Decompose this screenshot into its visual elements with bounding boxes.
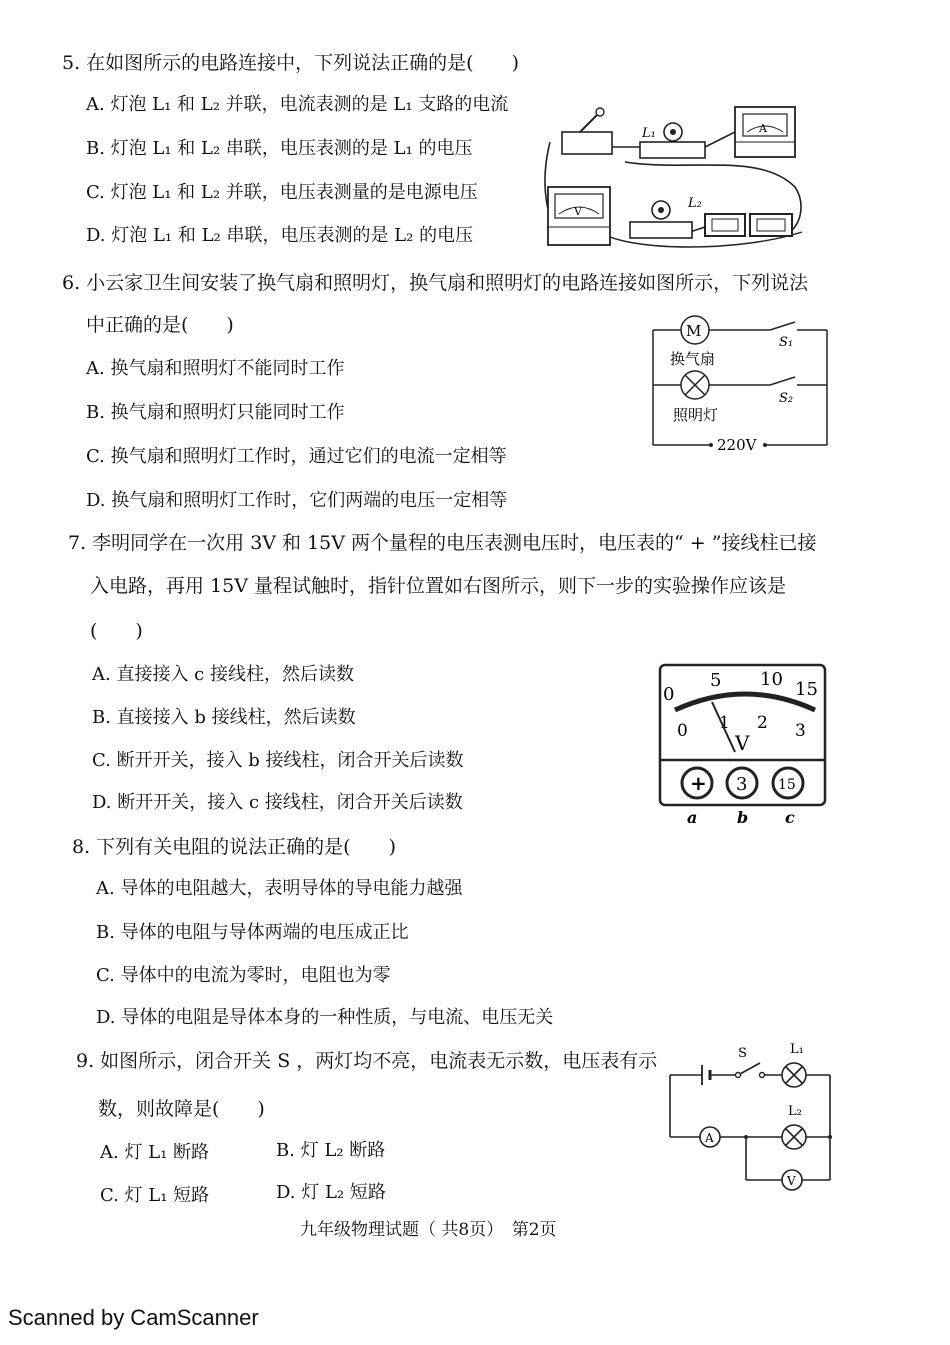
q9-circuit-figure (660, 1035, 840, 1195)
q7-option-d: D. 断开开关，接入 c 接线柱，闭合开关后读数 (92, 792, 463, 813)
q5-circuit-figure (540, 92, 810, 262)
q7-upper-scale-15: 15 (795, 679, 818, 700)
q7-stem-line1: 7. 李明同学在一次用 3V 和 15V 两个量程的电压表测电压时，电压表的“ + ”接线柱已接 (68, 532, 817, 554)
q5-option-b: B. 灯泡 L₁ 和 L₂ 串联，电压表测的是 L₁ 的电压 (86, 138, 473, 159)
q6-circuit-figure (645, 310, 835, 460)
q9-stem-line1: 9. 如图所示，闭合开关 S ，两灯均不亮，电流表无示数，电压表有示 (76, 1050, 658, 1072)
q7-upper-scale-5: 5 (710, 670, 722, 691)
q8-option-b: B. 导体的电阻与导体两端的电压成正比 (96, 922, 409, 943)
q7-option-c: C. 断开开关，接入 b 接线柱，闭合开关后读数 (92, 750, 464, 771)
q5-l2-label: L₂ (688, 196, 702, 211)
q6-motor-label: M (686, 322, 702, 340)
q7-option-b: B. 直接接入 b 接线柱，然后读数 (92, 707, 356, 728)
q9-option-b: B. 灯 L₂ 断路 (276, 1140, 386, 1161)
q6-fan-label: 换气扇 (670, 350, 716, 368)
page-footer: 九年级物理试题（ 共8页） 第2页 (300, 1220, 557, 1240)
q6-option-b: B. 换气扇和照明灯只能同时工作 (86, 402, 345, 423)
q6-option-d: D. 换气扇和照明灯工作时，它们两端的电压一定相等 (86, 490, 508, 511)
q6-stem-line2: 中正确的是( ) (86, 314, 234, 336)
q7-terminal-a-label: + (690, 771, 707, 795)
q7-lower-scale-2: 2 (757, 713, 768, 733)
q8-option-a: A. 导体的电阻越大，表明导体的导电能力越强 (96, 878, 463, 899)
q7-upper-scale-10: 10 (760, 669, 783, 690)
q7-upper-scale-0: 0 (663, 684, 675, 705)
q9-option-d: D. 灯 L₂ 短路 (276, 1182, 386, 1203)
q7-option-a: A. 直接接入 c 接线柱，然后读数 (92, 664, 354, 685)
q9-ammeter-label: A (705, 1131, 714, 1145)
q6-option-a: A. 换气扇和照明灯不能同时工作 (86, 358, 345, 379)
q9-option-c: C. 灯 L₁ 短路 (100, 1185, 210, 1206)
q6-s2-label: S₂ (779, 391, 794, 406)
q7-stem-line2: 入电路，再用 15V 量程试触时，指针位置如右图所示，则下一步的实验操作应该是 (90, 575, 786, 597)
q9-l2-label: L₂ (788, 1104, 802, 1119)
q5-ammeter-label: A (759, 122, 767, 135)
q8-option-c: C. 导体中的电流为零时，电阻也为零 (96, 965, 391, 986)
q5-option-c: C. 灯泡 L₁ 和 L₂ 并联，电压表测量的是电源电压 (86, 182, 478, 203)
q5-option-d: D. 灯泡 L₁ 和 L₂ 串联，电压表测的是 L₂ 的电压 (86, 225, 474, 246)
q5-l1-label: L₁ (642, 126, 656, 141)
q5-voltmeter-label: V (574, 205, 582, 218)
q7-voltmeter-figure (655, 660, 835, 830)
q7-lower-scale-1: 1 (719, 713, 730, 733)
q7-letter-a: a (687, 808, 698, 827)
q6-lamp-label: 照明灯 (673, 406, 719, 424)
q7-stem-line3: ( ) (90, 620, 143, 642)
q9-voltmeter-label: V (787, 1174, 796, 1188)
q9-switch-label: S (738, 1046, 747, 1061)
scanner-watermark: Scanned by CamScanner (8, 1305, 259, 1330)
q7-terminal-b-label: 3 (736, 774, 748, 795)
q7-letter-c: c (785, 808, 795, 827)
q6-voltage-label: 220V (717, 436, 757, 454)
q5-option-a: A. 灯泡 L₁ 和 L₂ 并联，电流表测的是 L₁ 支路的电流 (86, 94, 509, 115)
q8-option-d: D. 导体的电阻是导体本身的一种性质，与电流、电压无关 (96, 1007, 554, 1028)
q8-stem: 8. 下列有关电阻的说法正确的是( ) (72, 836, 396, 858)
q7-lower-scale-0: 0 (677, 721, 688, 741)
q6-stem-line1: 6. 小云家卫生间安装了换气扇和照明灯，换气扇和照明灯的电路连接如图所示，下列说法 (62, 272, 809, 294)
q6-option-c: C. 换气扇和照明灯工作时，通过它们的电流一定相等 (86, 446, 507, 467)
q7-terminal-c-label: 15 (778, 777, 796, 793)
q9-stem-line2: 数，则故障是( ) (98, 1098, 265, 1120)
q9-option-a: A. 灯 L₁ 断路 (100, 1142, 210, 1163)
q7-letter-b: b (737, 808, 749, 827)
q7-unit-label: V (735, 731, 750, 755)
q9-l1-label: L₁ (790, 1042, 804, 1057)
q7-lower-scale-3: 3 (795, 721, 806, 741)
q5-stem: 5. 在如图所示的电路连接中，下列说法正确的是( ) (62, 52, 519, 74)
q6-s1-label: S₁ (779, 335, 794, 350)
